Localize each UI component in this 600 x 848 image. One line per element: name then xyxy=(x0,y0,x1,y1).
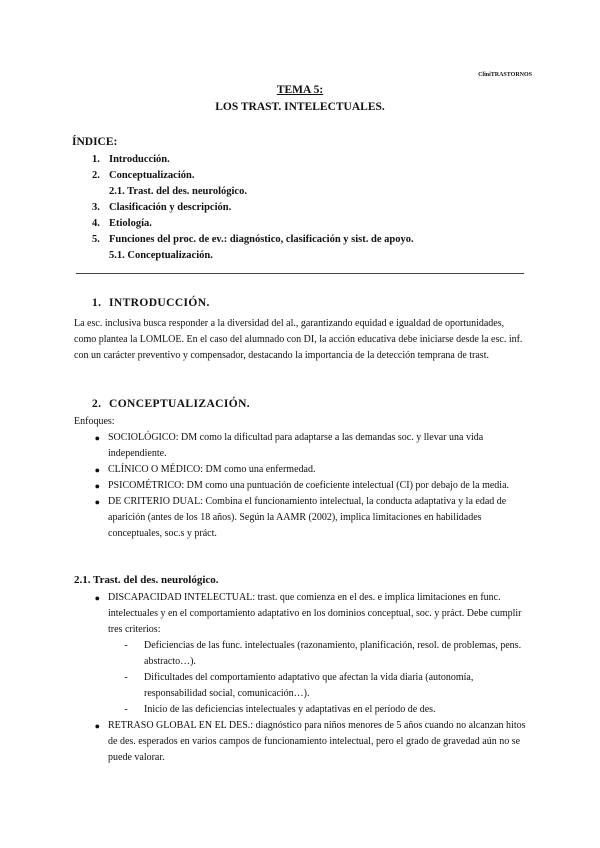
page-title: TEMA 5: xyxy=(276,84,324,96)
intro-paragraph: La esc. inclusiva busca responder a la diversidad del al., garantizando equidad e igualdad de oportunidades, como plantea la LOMLOE. En el caso del alumnado con DI, la acción educativa debe iniciarse desde la esc. inf. con un carácter preventivo y compensador, destacando la importancia de la detección temprana de trast. xyxy=(74,318,523,361)
toc-item: 5. Funciones del proc. de ev.: diagnóstico, clasificación y sist. de apoyo. xyxy=(92,234,414,245)
toc-subitem: 5.1. Conceptualización. xyxy=(109,250,213,261)
table-of-contents xyxy=(92,152,414,264)
criteria-item: - Dificultades del comportamiento adaptativo que afectan la vida diaria (autonomía, responsabilidad social, comunicación…). xyxy=(124,672,474,699)
subsection-heading-neuro: 2.1. Trast. del des. neurológico. xyxy=(74,574,219,586)
criteria-item: - Deficiencias de las func. intelectuales (razonamiento, planificación, resol. de problemas, pens. abstracto…). xyxy=(124,640,522,667)
list-item: ● PSICOMÉTRICO: DM como una puntuación de coeficiente intelectual (CI) por debajo de la media. xyxy=(94,480,510,491)
toc-item: 1. Introducción. xyxy=(92,154,170,165)
list-item: ● DE CRITERIO DUAL: Combina el funcionamiento intelectual, la conducta adaptativa y la edad de aparición (antes de los 18 años). Según la AAMR (2002), implica limitaciones en habilidades conceptuales, soc.s y práct. xyxy=(94,496,507,539)
concept-lead: Enfoques: xyxy=(74,416,115,427)
toc-item: 2. Conceptualización. xyxy=(92,170,195,181)
concept-bullet-list xyxy=(74,430,526,542)
list-item: ● CLÍNICO O MÉDICO: DM como una enfermedad. xyxy=(94,464,316,475)
section-heading-intro: 1. INTRODUCCIÓN. xyxy=(92,297,210,309)
criteria-item: - Inicio de las deficiencias intelectuales y adaptativas en el período de des. xyxy=(124,704,436,715)
toc-item: 4. Etiología. xyxy=(92,218,152,229)
list-item: ● RETRASO GLOBAL EN EL DES.: diagnóstico para niños menores de 5 años cuando no alcanzan hitos de des. esperados en varios campos de funcionamiento intelectual, pero el grado de gravedad aún no se puede valorar. xyxy=(94,720,526,763)
section-heading-concept: 2. CONCEPTUALIZACIÓN. xyxy=(92,398,251,410)
divider xyxy=(76,273,524,274)
header-tag: CliniTRASTORNOS xyxy=(478,72,532,78)
toc-item: 3. Clasificación y descripción. xyxy=(92,202,232,213)
toc-subitem: 2.1. Trast. del des. neurológico. xyxy=(109,186,247,197)
page-subtitle: LOS TRAST. INTELECTUALES. xyxy=(215,101,385,113)
neuro-bullet-list xyxy=(74,590,526,766)
list-item: ● SOCIOLÓGICO: DM como la dificultad para adaptarse a las demandas soc. y llevar una vida independiente. xyxy=(94,432,484,459)
index-label: ÍNDICE: xyxy=(72,136,118,148)
list-item: ● DISCAPACIDAD INTELECTUAL: trast. que comienza en el des. e implica limitaciones en func. intelectuales y en el comportamiento adaptativo en los dominios conceptual, soc. y práct. Debe cumplir tres criterios: xyxy=(94,592,522,635)
